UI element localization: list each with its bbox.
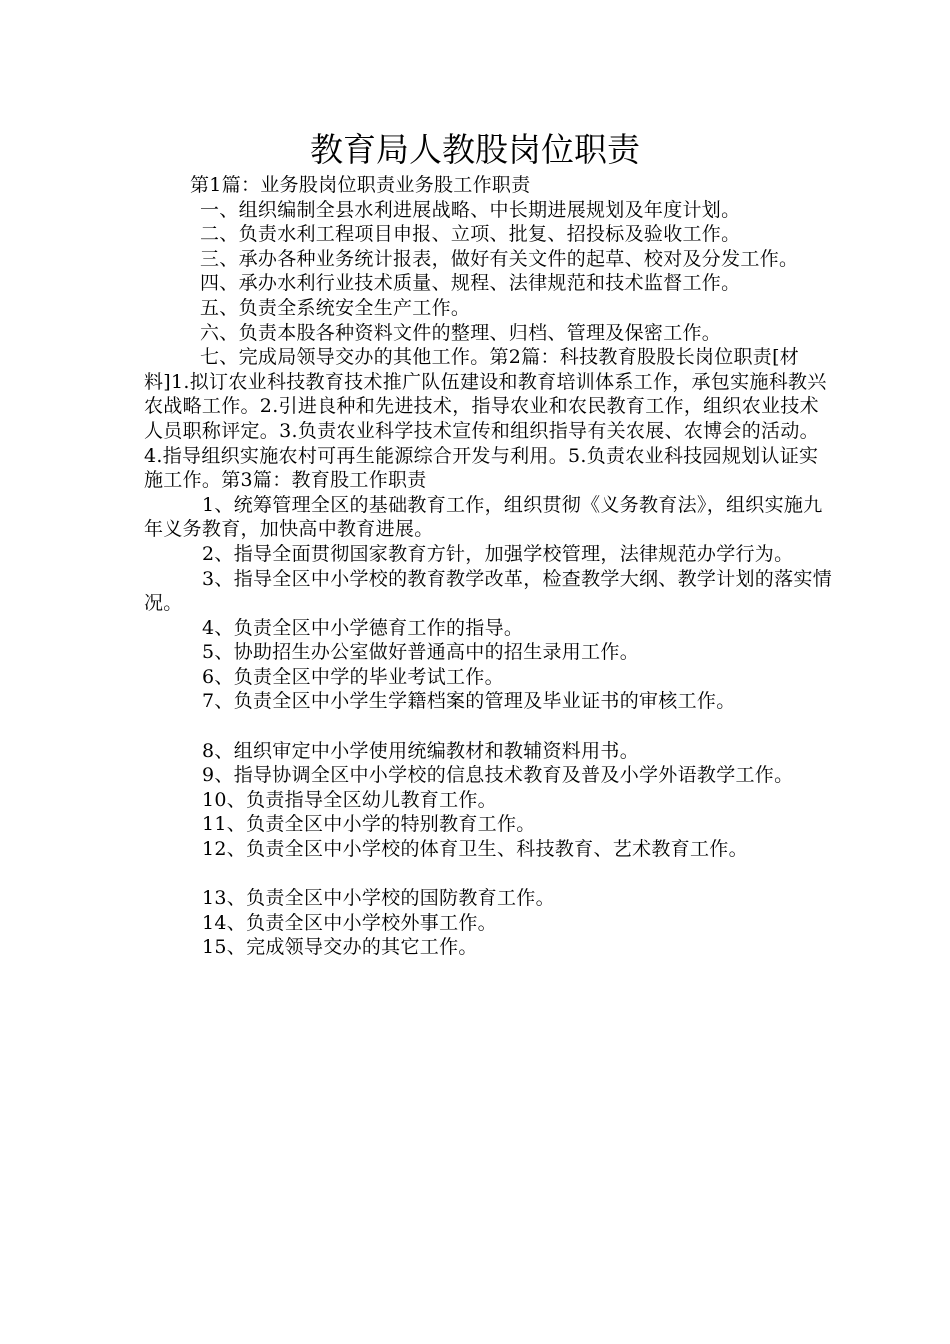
list-item: 5、协助招生办公室做好普通高中的招生录用工作。	[202, 641, 639, 664]
list-item: 1、统筹管理全区的基础教育工作，组织贯彻《义务教育法》，组织实施九年义务教育，加快高中教育进展。	[144, 493, 823, 541]
paragraph-gap	[144, 862, 832, 887]
list-item: 4、负责全区中小学德育工作的指导。	[202, 616, 524, 639]
list-item: 6、负责全区中学的毕业考试工作。	[202, 665, 504, 688]
list-item: 12、负责全区中小学校的体育卫生、科技教育、艺术教育工作。	[202, 838, 748, 861]
list-item: 二、负责水利工程项目申报、立项、批复、招投标及验收工作。	[200, 223, 741, 246]
list-item: 四、承办水利行业技术质量、规程、法律规范和技术监督工作。	[200, 272, 741, 295]
list-item: 一、组织编制全县水利进展战略、中长期进展规划及年度计划。	[200, 198, 741, 221]
list-item: 六、负责本股各种资料文件的整理、归档、管理及保密工作。	[200, 321, 722, 344]
list-item: 15、完成领导交办的其它工作。	[202, 936, 478, 959]
list-item: 3、指导全区中小学校的教育教学改革，检查教学大纲、教学计划的落实情况。	[144, 567, 832, 615]
list-item: 五、负责全系统安全生产工作。	[200, 296, 471, 319]
document-title: 教育局人教股岗位职责	[310, 130, 640, 169]
list-item: 11、负责全区中小学的特别教育工作。	[202, 813, 536, 836]
list-item: 10、负责指导全区幼儿教育工作。	[202, 788, 497, 811]
list-item: 13、负责全区中小学校的国防教育工作。	[202, 887, 555, 910]
list-item: 7、负责全区中小学生学籍档案的管理及毕业证书的审核工作。	[202, 690, 736, 713]
combined-paragraph: 七、完成局领导交办的其他工作。第2篇：科技教育股股长岗位职责[材料]1.拟订农业科技教育技术推广队伍建设和教育培训体系工作，承包实施科教兴农战略工作。2.引进良种和先进技术，指导农业和农民教育工作，组织农业技术人员职称评定。3.负责农业科学技术宣传和组织指导有关农展、农博会的活动。4.指导组织实施农村可再生能源综合开发与利用。5.负责农业科技园规划认证实施工作。第3篇：教育股工作职责	[144, 346, 827, 492]
list-item: 8、组织审定中小学使用统编教材和教辅资料用书。	[202, 739, 639, 762]
list-item: 14、负责全区中小学校外事工作。	[202, 911, 497, 934]
list-item: 2、指导全面贯彻国家教育方针，加强学校管理，法律规范办学行为。	[202, 542, 794, 565]
section1-heading: 第1篇：业务股岗位职责业务股工作职责	[190, 174, 531, 196]
document-body	[144, 173, 832, 960]
list-item: 三、承办各种业务统计报表，做好有关文件的起草、校对及分发工作。	[200, 247, 799, 270]
paragraph-gap	[144, 714, 832, 739]
list-item: 9、指导协调全区中小学校的信息技术教育及普及小学外语教学工作。	[202, 764, 794, 787]
